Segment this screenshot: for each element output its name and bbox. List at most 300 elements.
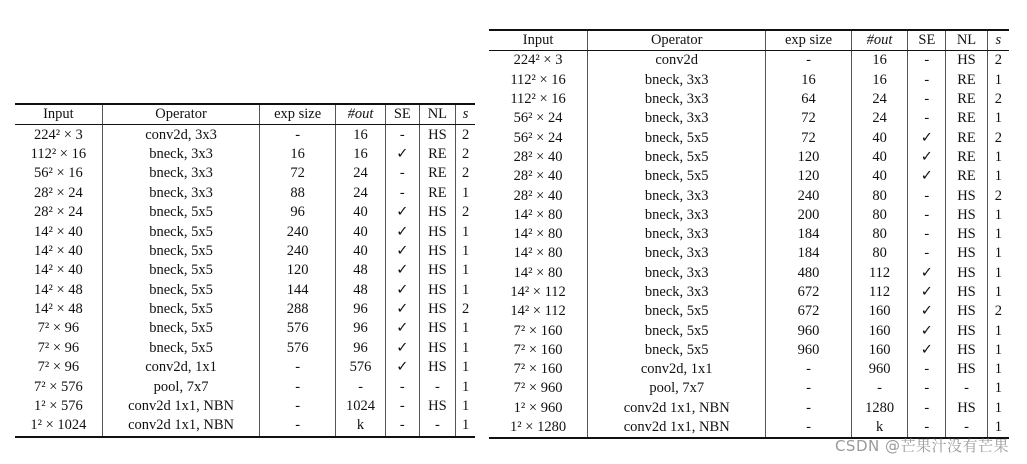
cell-input: 1² × 960: [489, 399, 588, 418]
cell-nl: RE: [946, 90, 988, 109]
cell-input: 28² × 24: [15, 203, 102, 222]
cell-stride: 1: [462, 417, 470, 434]
table-row: [489, 341, 1009, 360]
cell-exp-size: 240: [260, 222, 336, 241]
cell-operator: bneck, 5x5: [588, 341, 766, 360]
cell-se: -: [386, 125, 419, 145]
table-row: [489, 225, 1009, 244]
cell-input: 112² × 16: [489, 71, 588, 90]
cell-input: 1² × 1024: [15, 416, 102, 436]
cell-out: 16: [851, 51, 908, 71]
table-row: [489, 90, 1009, 109]
cell-se: ✓: [908, 264, 946, 283]
cell-exp-size: 288: [260, 300, 336, 319]
cell-se: ✓: [908, 302, 946, 321]
cell-nl: -: [419, 377, 456, 396]
cell-operator: pool, 7x7: [102, 377, 260, 396]
cell-input: 14² × 48: [15, 281, 102, 300]
cell-exp-size: 672: [766, 302, 851, 321]
table-row: [489, 148, 1009, 167]
cell-nl: HS: [946, 264, 988, 283]
table-row: [489, 360, 1009, 379]
cell-operator: bneck, 5x5: [102, 300, 260, 319]
table-row: [489, 167, 1009, 186]
cell-nl: HS: [946, 360, 988, 379]
header-row: [15, 104, 475, 125]
cell-operator: conv2d: [588, 51, 766, 71]
cell-exp-size: -: [766, 51, 851, 71]
cell-stride: 2: [994, 187, 1002, 204]
table-row: [15, 261, 475, 280]
cell-stride: 1: [994, 361, 1002, 378]
cell-exp-size: 120: [766, 167, 851, 186]
header-stride-label: s: [462, 106, 469, 123]
cell-input: 112² × 16: [15, 145, 102, 164]
cell-se: ✓: [386, 222, 419, 241]
header-out-label: #out: [347, 106, 374, 123]
cell-out: 40: [851, 128, 908, 147]
cell-operator: bneck, 5x5: [102, 339, 260, 358]
cell-out: 40: [335, 203, 385, 222]
cell-out: 160: [851, 341, 908, 360]
cell-se: -: [908, 418, 946, 438]
cell-input: 56² × 16: [15, 164, 102, 183]
cell-input: 28² × 40: [489, 167, 588, 186]
cell-out: 24: [335, 164, 385, 183]
cell-nl: HS: [419, 281, 456, 300]
cell-operator: bneck, 3x3: [588, 71, 766, 90]
header-input: Input: [15, 104, 102, 125]
cell-out: 576: [335, 358, 385, 377]
table-row: [15, 145, 475, 164]
cell-nl: RE: [946, 109, 988, 128]
cell-nl: -: [946, 418, 988, 438]
cell-input: 7² × 960: [489, 379, 588, 398]
table-row: [489, 399, 1009, 418]
cell-exp-size: 184: [766, 244, 851, 263]
cell-nl: HS: [419, 242, 456, 261]
cell-se: ✓: [386, 281, 419, 300]
cell-se: -: [908, 51, 946, 71]
cell-stride: 1: [994, 322, 1002, 339]
cell-stride: 1: [994, 245, 1002, 262]
header-out: [851, 30, 908, 51]
cell-se: ✓: [386, 358, 419, 377]
cell-input: 224² × 3: [15, 125, 102, 145]
cell-nl: HS: [419, 203, 456, 222]
header-stride-label: s: [995, 32, 1002, 49]
cell-stride: 2: [462, 301, 470, 318]
cell-se: -: [908, 360, 946, 379]
cell-stride: 1: [994, 71, 1002, 88]
table-row: [489, 186, 1009, 205]
table-row: [489, 379, 1009, 398]
cell-out: 112: [851, 283, 908, 302]
cell-se: ✓: [386, 339, 419, 358]
cell-exp-size: 576: [260, 339, 336, 358]
cell-stride: 1: [994, 110, 1002, 127]
cell-input: 112² × 16: [489, 90, 588, 109]
cell-se: ✓: [908, 341, 946, 360]
cell-nl: HS: [419, 358, 456, 377]
cell-out: 16: [335, 145, 385, 164]
cell-out: 96: [335, 339, 385, 358]
cell-exp-size: 72: [766, 128, 851, 147]
cell-stride: 1: [994, 206, 1002, 223]
cell-se: ✓: [386, 203, 419, 222]
cell-stride: 2: [462, 145, 470, 162]
cell-operator: bneck, 3x3: [588, 225, 766, 244]
cell-exp-size: -: [260, 377, 336, 396]
header-se: SE: [908, 30, 946, 51]
cell-operator: bneck, 5x5: [588, 302, 766, 321]
cell-exp-size: 96: [260, 203, 336, 222]
cell-stride: 1: [462, 262, 470, 279]
cell-out: k: [335, 416, 385, 436]
cell-operator: bneck, 5x5: [102, 222, 260, 241]
cell-input: 14² × 112: [489, 283, 588, 302]
cell-exp-size: -: [260, 397, 336, 416]
cell-nl: HS: [946, 51, 988, 71]
cell-operator: bneck, 5x5: [102, 281, 260, 300]
cell-se: -: [908, 109, 946, 128]
cell-exp-size: 480: [766, 264, 851, 283]
cell-out: 80: [851, 206, 908, 225]
table-row: [15, 319, 475, 338]
cell-nl: HS: [419, 319, 456, 338]
cell-nl: HS: [419, 222, 456, 241]
cell-input: 14² × 80: [489, 244, 588, 263]
cell-exp-size: 960: [766, 341, 851, 360]
cell-out: 40: [335, 222, 385, 241]
header-stride: [987, 30, 1009, 51]
cell-nl: HS: [946, 206, 988, 225]
cell-se: -: [908, 379, 946, 398]
cell-exp-size: 16: [260, 145, 336, 164]
header-exp-size: exp size: [766, 30, 851, 51]
cell-out: 16: [851, 71, 908, 90]
cell-operator: conv2d, 3x3: [102, 125, 260, 145]
cell-input: 7² × 96: [15, 358, 102, 377]
table-row: [489, 51, 1009, 71]
cell-input: 28² × 40: [489, 148, 588, 167]
cell-stride: 1: [462, 320, 470, 337]
cell-stride: 1: [462, 223, 470, 240]
cell-operator: bneck, 3x3: [102, 145, 260, 164]
cell-out: 48: [335, 261, 385, 280]
cell-out: 96: [335, 300, 385, 319]
cell-nl: HS: [419, 397, 456, 416]
cell-out: 48: [335, 281, 385, 300]
cell-exp-size: -: [766, 360, 851, 379]
cell-se: ✓: [386, 300, 419, 319]
cell-exp-size: 184: [766, 225, 851, 244]
cell-nl: HS: [946, 341, 988, 360]
cell-operator: bneck, 5x5: [102, 319, 260, 338]
cell-nl: HS: [419, 261, 456, 280]
cell-stride: 1: [994, 148, 1002, 165]
cell-input: 7² × 160: [489, 360, 588, 379]
cell-stride: 1: [994, 168, 1002, 185]
cell-operator: bneck, 3x3: [102, 184, 260, 203]
cell-se: -: [386, 164, 419, 183]
cell-exp-size: 672: [766, 283, 851, 302]
cell-operator: conv2d 1x1, NBN: [102, 416, 260, 436]
cell-stride: 1: [994, 341, 1002, 358]
cell-nl: HS: [946, 302, 988, 321]
table-row: [489, 264, 1009, 283]
cell-se: -: [386, 416, 419, 436]
cell-se: ✓: [908, 167, 946, 186]
cell-nl: HS: [946, 321, 988, 340]
cell-se: -: [908, 71, 946, 90]
cell-input: 28² × 24: [15, 184, 102, 203]
header-out-label: #out: [866, 32, 893, 49]
cell-nl: HS: [946, 225, 988, 244]
cell-stride: 1: [462, 378, 470, 395]
mobilenetv3-large-table: [489, 29, 1009, 439]
table-row: [15, 281, 475, 300]
cell-se: -: [386, 397, 419, 416]
cell-nl: HS: [419, 300, 456, 319]
cell-operator: bneck, 3x3: [588, 206, 766, 225]
table-row: [15, 397, 475, 416]
cell-exp-size: 120: [766, 148, 851, 167]
cell-out: 160: [851, 302, 908, 321]
cell-stride: 1: [994, 226, 1002, 243]
cell-nl: RE: [946, 148, 988, 167]
cell-operator: bneck, 5x5: [588, 148, 766, 167]
table-row: [15, 358, 475, 377]
cell-nl: RE: [419, 145, 456, 164]
cell-input: 7² × 160: [489, 321, 588, 340]
cell-se: ✓: [386, 242, 419, 261]
cell-out: 24: [851, 109, 908, 128]
cell-input: 14² × 112: [489, 302, 588, 321]
cell-operator: bneck, 5x5: [102, 242, 260, 261]
cell-operator: pool, 7x7: [588, 379, 766, 398]
cell-nl: RE: [946, 71, 988, 90]
cell-se: -: [908, 186, 946, 205]
cell-nl: RE: [946, 128, 988, 147]
cell-out: k: [851, 418, 908, 438]
table-row: [489, 71, 1009, 90]
cell-out: 160: [851, 321, 908, 340]
cell-exp-size: -: [766, 399, 851, 418]
cell-input: 14² × 48: [15, 300, 102, 319]
table-row: [15, 164, 475, 183]
table-row: [15, 184, 475, 203]
cell-input: 14² × 80: [489, 225, 588, 244]
cell-stride: 2: [462, 165, 470, 182]
table-row: [489, 244, 1009, 263]
cell-nl: -: [419, 416, 456, 436]
cell-stride: 1: [994, 419, 1002, 436]
cell-operator: bneck, 3x3: [588, 244, 766, 263]
table-row: [489, 128, 1009, 147]
cell-stride: 2: [994, 129, 1002, 146]
cell-out: 80: [851, 244, 908, 263]
cell-nl: HS: [419, 125, 456, 145]
cell-out: 960: [851, 360, 908, 379]
cell-exp-size: 144: [260, 281, 336, 300]
mobilenetv3-small-table: [15, 103, 475, 438]
cell-exp-size: -: [260, 416, 336, 436]
cell-exp-size: -: [766, 418, 851, 438]
cell-se: -: [908, 206, 946, 225]
cell-exp-size: 72: [260, 164, 336, 183]
cell-input: 14² × 40: [15, 222, 102, 241]
cell-operator: bneck, 5x5: [588, 128, 766, 147]
cell-nl: RE: [419, 184, 456, 203]
small-table-body: [15, 125, 475, 437]
header-operator: Operator: [588, 30, 766, 51]
cell-se: -: [908, 244, 946, 263]
cell-stride: 2: [994, 52, 1002, 69]
cell-exp-size: 120: [260, 261, 336, 280]
cell-out: 40: [335, 242, 385, 261]
cell-out: 1280: [851, 399, 908, 418]
cell-nl: HS: [946, 399, 988, 418]
cell-se: ✓: [908, 148, 946, 167]
header-stride: [456, 104, 475, 125]
cell-se: -: [908, 90, 946, 109]
table-row: [15, 377, 475, 396]
cell-exp-size: -: [766, 379, 851, 398]
cell-out: -: [335, 377, 385, 396]
cell-stride: 1: [462, 359, 470, 376]
cell-nl: HS: [946, 283, 988, 302]
cell-exp-size: 16: [766, 71, 851, 90]
cell-stride: 1: [994, 284, 1002, 300]
table-row: [489, 283, 1009, 302]
cell-se: ✓: [386, 261, 419, 280]
cell-exp-size: 88: [260, 184, 336, 203]
cell-input: 14² × 40: [15, 261, 102, 280]
cell-input: 1² × 1280: [489, 418, 588, 438]
cell-stride: 1: [994, 399, 1002, 416]
large-table-body: [489, 51, 1009, 438]
cell-operator: bneck, 5x5: [102, 203, 260, 222]
table-row: [489, 302, 1009, 321]
cell-stride: 1: [462, 398, 470, 415]
cell-stride: 2: [994, 91, 1002, 108]
header-input: Input: [489, 30, 588, 51]
cell-exp-size: 200: [766, 206, 851, 225]
cell-operator: bneck, 3x3: [588, 264, 766, 283]
table-row: [15, 339, 475, 358]
cell-out: 24: [335, 184, 385, 203]
cell-operator: conv2d 1x1, NBN: [102, 397, 260, 416]
header-operator: Operator: [102, 104, 260, 125]
table-row: [15, 203, 475, 222]
cell-nl: HS: [946, 244, 988, 263]
cell-input: 56² × 24: [489, 128, 588, 147]
cell-exp-size: 576: [260, 319, 336, 338]
cell-operator: bneck, 5x5: [588, 321, 766, 340]
cell-nl: HS: [946, 186, 988, 205]
cell-se: -: [908, 399, 946, 418]
cell-exp-size: 240: [260, 242, 336, 261]
cell-exp-size: 64: [766, 90, 851, 109]
cell-out: 1024: [335, 397, 385, 416]
header-nl: NL: [419, 104, 456, 125]
cell-operator: conv2d, 1x1: [588, 360, 766, 379]
table-row: [15, 242, 475, 261]
cell-input: 224² × 3: [489, 51, 588, 71]
cell-input: 56² × 24: [489, 109, 588, 128]
header-se: SE: [386, 104, 419, 125]
cell-stride: 2: [462, 204, 470, 221]
cell-input: 1² × 576: [15, 397, 102, 416]
cell-se: ✓: [386, 145, 419, 164]
cell-input: 7² × 576: [15, 377, 102, 396]
cell-se: -: [908, 225, 946, 244]
cell-stride: 1: [462, 184, 470, 201]
cell-stride: 1: [462, 339, 470, 356]
cell-exp-size: -: [260, 358, 336, 377]
cell-se: -: [386, 377, 419, 396]
cell-operator: bneck, 3x3: [588, 109, 766, 128]
cell-stride: 2: [462, 126, 470, 143]
table-row: [15, 300, 475, 319]
cell-exp-size: 72: [766, 109, 851, 128]
cell-exp-size: 240: [766, 186, 851, 205]
cell-operator: bneck, 3x3: [588, 283, 766, 302]
cell-se: ✓: [908, 283, 946, 302]
cell-nl: HS: [419, 339, 456, 358]
cell-out: 96: [335, 319, 385, 338]
cell-stride: 1: [994, 264, 1002, 281]
table-row: [489, 321, 1009, 340]
cell-nl: -: [946, 379, 988, 398]
cell-nl: RE: [419, 164, 456, 183]
cell-operator: bneck, 5x5: [102, 261, 260, 280]
table-row: [15, 222, 475, 241]
cell-out: 40: [851, 167, 908, 186]
cell-input: 14² × 40: [15, 242, 102, 261]
cell-operator: conv2d 1x1, NBN: [588, 418, 766, 438]
cell-input: 7² × 160: [489, 341, 588, 360]
cell-se: ✓: [908, 321, 946, 340]
cell-stride: 1: [462, 281, 470, 298]
table-row: [15, 416, 475, 436]
cell-out: 80: [851, 186, 908, 205]
cell-input: 7² × 96: [15, 319, 102, 338]
table-row: [489, 109, 1009, 128]
cell-operator: bneck, 5x5: [588, 167, 766, 186]
cell-se: ✓: [386, 319, 419, 338]
cell-operator: bneck, 3x3: [588, 186, 766, 205]
cell-out: 40: [851, 148, 908, 167]
table-row: [489, 206, 1009, 225]
cell-input: 14² × 80: [489, 264, 588, 283]
cell-out: 16: [335, 125, 385, 145]
cell-input: 14² × 80: [489, 206, 588, 225]
cell-operator: conv2d, 1x1: [102, 358, 260, 377]
header-nl: NL: [946, 30, 988, 51]
cell-operator: bneck, 3x3: [102, 164, 260, 183]
cell-out: 80: [851, 225, 908, 244]
cell-out: 112: [851, 264, 908, 283]
cell-stride: 1: [462, 242, 470, 259]
cell-nl: RE: [946, 167, 988, 186]
header-row: [489, 30, 1009, 51]
cell-out: -: [851, 379, 908, 398]
cell-exp-size: 960: [766, 321, 851, 340]
cell-se: -: [386, 184, 419, 203]
table-row: [15, 125, 475, 145]
